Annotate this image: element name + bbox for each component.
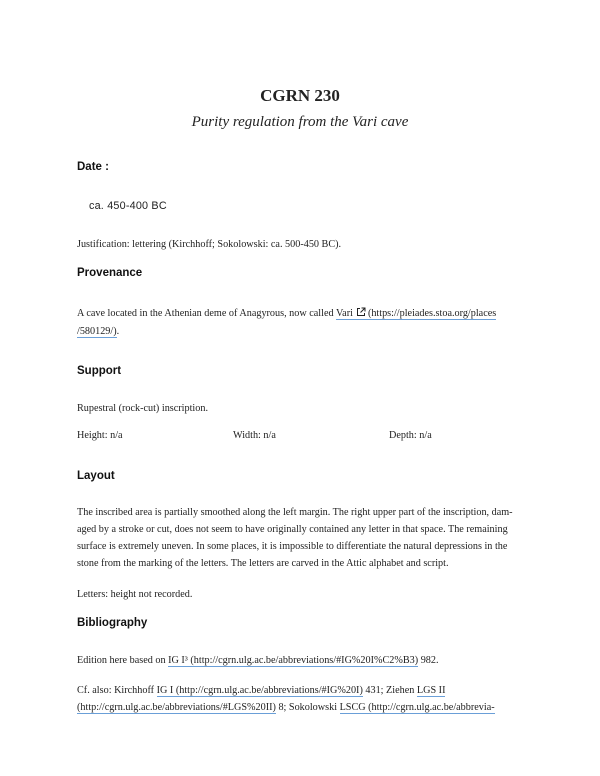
layout-line: aged by a stroke or cut, does not seem to have originally contained any letter in that space. The remaining: [77, 524, 508, 535]
lscg-link[interactable]: LSCG (http://cgrn.ulg.ac.be/abbrevia-: [339, 702, 495, 713]
layout-line: stone from the marking of the letters. The letters are carved in the Attic alphabet and script.: [77, 558, 449, 569]
provenance-text: [77, 305, 547, 340]
date-justification: Justification: lettering (Kirchhoff; Sokolowski: ca. 500-450 BC).: [77, 239, 342, 250]
support-width: Width: n/a: [233, 430, 276, 441]
bibliography-cf: Cf. also: Kirchhoff IG I (http://cgrn.ulg.ac.be/abbreviations/#IG%20I) 431; Ziehen LGS II (http://cgrn.ulg.ac.be/abbreviations/#LGS%20II) 8; Sokolowski LSCG (http://cgrn.ulg.ac.be/abbrevia-: [77, 685, 495, 713]
layout-line: surface is extremely uneven. In some places, it is impossible to differentiate the natural depressions in the: [77, 541, 508, 552]
layout-letters: Letters: height not recorded.: [77, 589, 193, 600]
provenance-heading: Provenance: [77, 267, 143, 279]
layout-heading: Layout: [77, 470, 115, 482]
support-height: Height: n/a: [77, 430, 123, 441]
provenance-text-before: A cave located in the Athenian deme of Anagyrous, now called: [77, 308, 336, 319]
external-link-icon: [356, 306, 366, 323]
page-subtitle: Purity regulation from the Vari cave: [191, 114, 409, 130]
provenance-text-after: .: [116, 326, 120, 337]
layout-line: The inscribed area is partially smoothed along the left margin. The right upper part of the inscription, dam-: [77, 507, 513, 518]
ig-i3-link[interactable]: IG I³ (http://cgrn.ulg.ac.be/abbreviations/#IG%20I%C2%B3): [168, 655, 419, 666]
date-value: ca. 450-400 BC: [89, 200, 167, 212]
bibliography-heading: Bibliography: [77, 617, 148, 629]
support-text: Rupestral (rock-cut) inscription.: [77, 403, 208, 414]
support-depth: Depth: n/a: [389, 430, 432, 441]
ig-i-link[interactable]: IG I (http://cgrn.ulg.ac.be/abbreviations/#IG%20I): [156, 685, 363, 696]
layout-paragraph: [77, 504, 547, 572]
support-heading: Support: [77, 365, 122, 377]
bibliography-edition: Edition here based on IG I³ (http://cgrn.ulg.ac.be/abbreviations/#IG%20I%C2%B3) 982.: [77, 655, 439, 666]
vari-link[interactable]: Vari (https://pleiades.stoa.org/places /580129/): [77, 308, 497, 337]
date-heading: Date :: [77, 161, 109, 173]
page-title: CGRN 230: [260, 86, 340, 105]
lgs-ii-link[interactable]: LGS II (http://cgrn.ulg.ac.be/abbreviations/#LGS%20II): [77, 685, 446, 713]
